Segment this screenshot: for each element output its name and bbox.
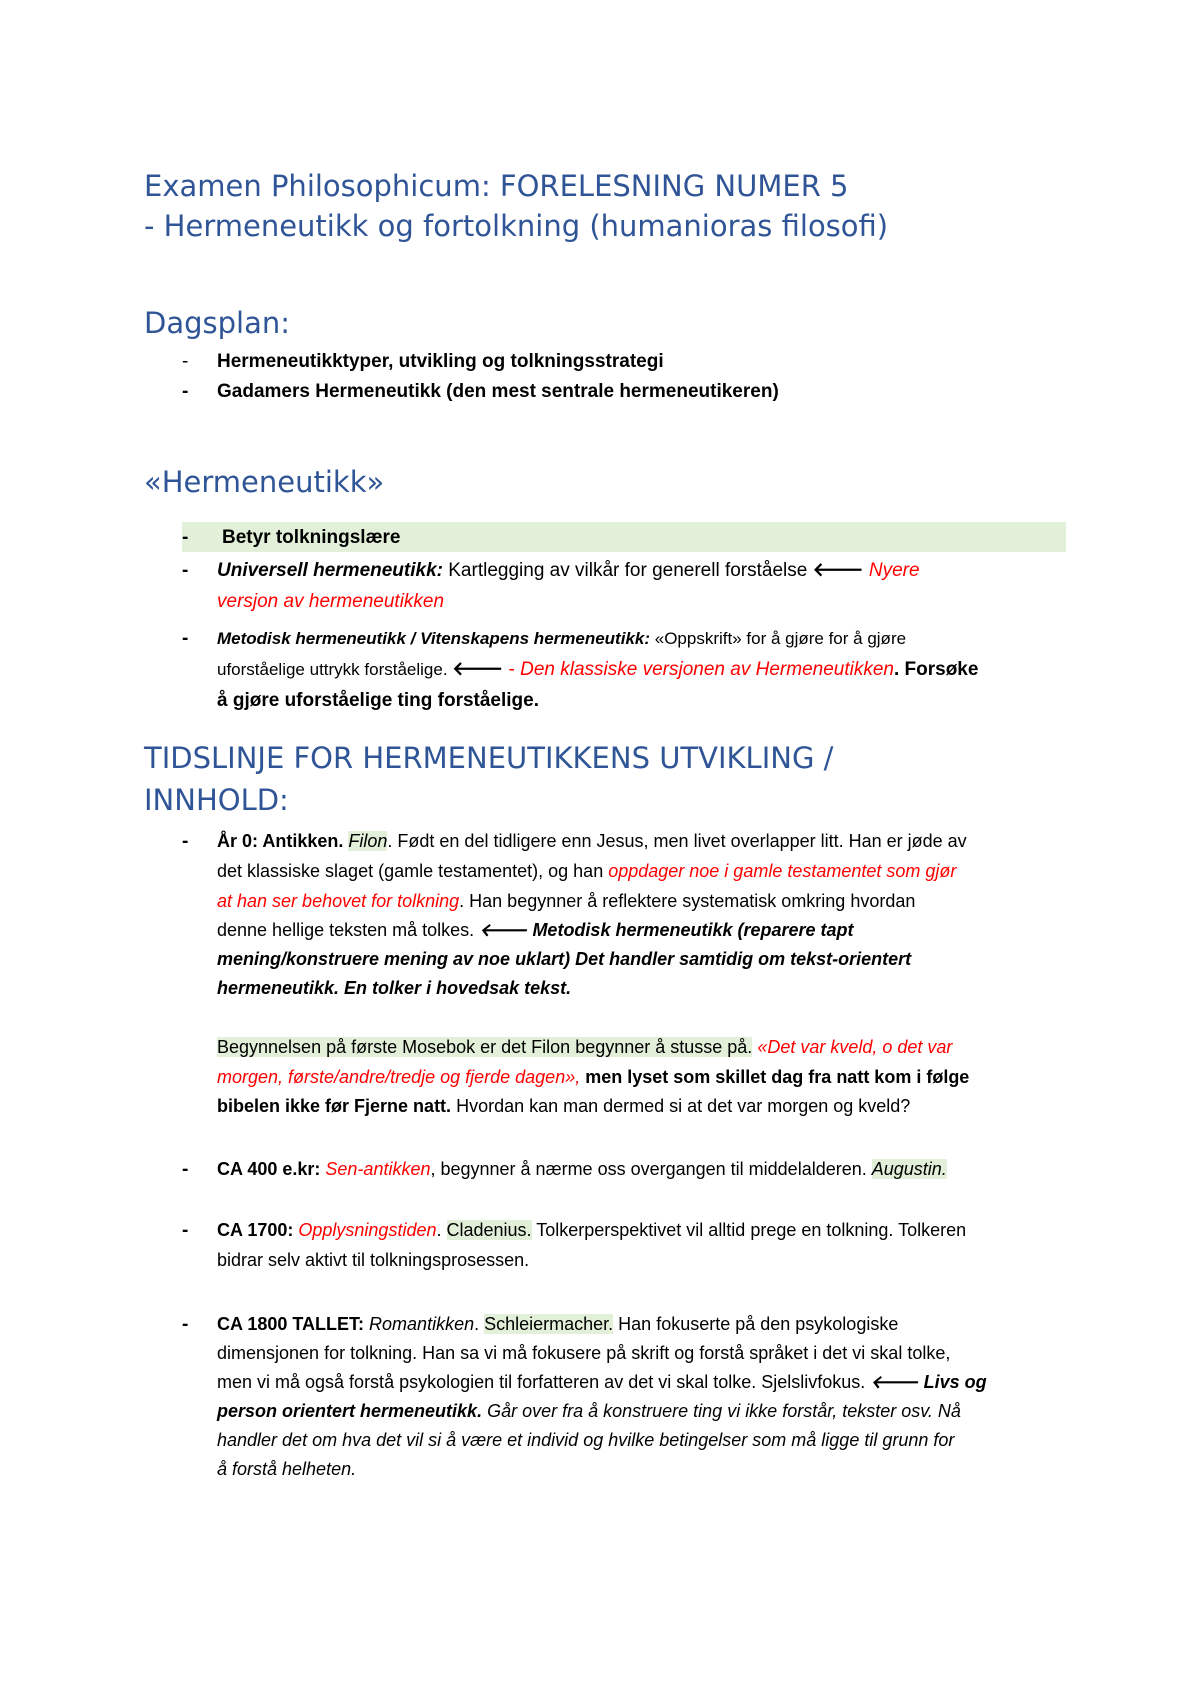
entry-text: , begynner å nærme oss overgangen til middelalderen.: [430, 1159, 872, 1179]
bullet-dash: -: [182, 628, 189, 649]
person-name: Schleiermacher.: [484, 1314, 614, 1334]
timeline-heading: [144, 737, 833, 821]
entry-text: Han fokuserte på den psykologiske: [613, 1314, 899, 1334]
entry-text: .: [474, 1314, 485, 1334]
arrow-left-icon: 🡐: [812, 560, 864, 581]
timeline-entry-sen-antikken: [217, 1155, 947, 1184]
item-text: «Oppskrift» for å gjøre for å gjøre: [650, 629, 907, 648]
red-quote: «Det var kveld, o det var: [752, 1037, 953, 1057]
entry-label: CA 1800 TALLET:: [217, 1314, 365, 1334]
bullet-dash: -: [182, 1159, 189, 1180]
methodical-hermeneutics-line-2: [217, 655, 978, 684]
entry-label: CA 1700:: [217, 1220, 294, 1240]
bullet-dash: -: [182, 381, 189, 402]
entry-text: men vi må også forstå psykologien til forfatteren av det vi skal tolke. Sjelslivfokus.: [217, 1372, 871, 1392]
arrow-left-icon: 🡐: [452, 659, 504, 680]
bullet-dash: -: [182, 560, 189, 581]
red-note: Den klassiske versjonen av Hermeneutikken: [520, 659, 894, 680]
item-text: uforståelige uttrykk forståelige.: [217, 660, 453, 679]
entry-text: denne hellige teksten må tolkes.: [217, 920, 480, 940]
bullet-dash: -: [182, 527, 189, 548]
entry-line: [217, 1397, 961, 1426]
entry-line: [217, 1092, 910, 1121]
era-name: Romantikken: [369, 1314, 475, 1334]
item-text: . Forsøke: [893, 659, 979, 680]
entry-text: Hvordan kan man dermed si at det var morgen og kveld?: [451, 1096, 911, 1116]
person-name: Filon: [348, 831, 388, 851]
term: Metodisk hermeneutikk / Vitenskapens hermeneutikk:: [217, 629, 651, 648]
entry-text: Tolkerperspektivet vil alltid prege en tolkning. Tolkeren: [531, 1220, 967, 1240]
bold-note: 🡐 Livs og: [870, 1372, 987, 1392]
entry-text: det klassiske slaget (gamle testamentet), og han: [217, 861, 609, 881]
bullet-dash: -: [182, 1314, 189, 1335]
term: Universell hermeneutikk:: [217, 560, 443, 581]
bullet-dash: -: [182, 831, 189, 852]
bullet-dash: -: [182, 351, 189, 372]
agenda-heading: Dagsplan:: [144, 306, 291, 340]
methodical-hermeneutics-line-3: å gjøre uforståelige ting forståelige.: [217, 690, 540, 711]
entry-line: [217, 857, 956, 886]
title-line-2: - Hermeneutikk og fortolkning (humanioras filosofi): [144, 209, 889, 243]
definition-item: Betyr tolkningslære: [222, 527, 401, 548]
bold-text: bibelen ikke før Fjerne natt.: [217, 1096, 452, 1116]
entry-line: dimensjonen for tolkning. Han sa vi må fokusere på skrift og forstå språket i det vi skal tolke,: [217, 1343, 951, 1363]
red-note-continued: versjon av hermeneutikken: [217, 591, 445, 612]
era-name: Opplysningstiden: [298, 1220, 437, 1240]
agenda-item-2: Gadamers Hermeneutikk (den mest sentrale hermeneutikeren): [217, 381, 779, 402]
bold-note: 🡐 Metodisk hermeneutikk (reparere tapt: [479, 920, 854, 940]
item-text: Kartlegging av vilkår for generell forståelse: [442, 560, 813, 581]
entry-label: CA 400 e.kr:: [217, 1159, 321, 1179]
red-quote: morgen, første/andre/tredje og fjerde dagen»,: [217, 1067, 581, 1087]
red-note: Nyere: [863, 560, 920, 581]
red-note: at han ser behovet for tolkning: [217, 891, 460, 911]
hermeneutikk-heading: «Hermeneutikk»: [144, 465, 385, 499]
entry-label: År 0: Antikken.: [217, 831, 344, 851]
document-title: [144, 166, 888, 246]
entry-line: bidrar selv aktivt til tolkningsprosessen.: [217, 1250, 530, 1270]
entry-line: [217, 1368, 987, 1397]
bold-note: person orientert hermeneutikk.: [217, 1401, 483, 1421]
timeline-heading-line-1: TIDSLINJE FOR HERMENEUTIKKENS UTVIKLING /: [144, 741, 834, 775]
person-name: Cladenius.: [446, 1220, 532, 1240]
era-name: Sen-antikken: [325, 1159, 431, 1179]
methodical-hermeneutics-item: [217, 624, 906, 653]
timeline-entry-opplysningstiden: [217, 1216, 966, 1245]
entry-line: handler det om hva det vil si å være et individ og hvilke betingelser som må ligge til grunn for: [217, 1430, 955, 1450]
entry-line: [217, 887, 915, 916]
agenda-item-1: Hermeneutikktyper, utvikling og tolkningsstrategi: [217, 351, 664, 372]
bold-text: men lyset som skillet dag fra natt kom i følge: [580, 1067, 970, 1087]
dash-text: -: [503, 659, 521, 680]
entry-line: mening/konstruere mening av noe uklart) Det handler samtidig om tekst-orientert: [217, 949, 912, 969]
timeline-heading-line-2: INNHOLD:: [144, 783, 289, 817]
entry-line: å forstå helheten.: [217, 1459, 357, 1479]
highlighted-text: Begynnelsen på første Mosebok er det Filon begynner å stusse på.: [217, 1037, 753, 1057]
red-note: oppdager noe i gamle testamentet som gjør: [608, 861, 957, 881]
entry-text: .: [436, 1220, 447, 1240]
entry-text: Går over fra å konstruere ting vi ikke forstår, tekster osv. Nå: [482, 1401, 961, 1421]
entry-line: hermeneutikk. En tolker i hovedsak tekst.: [217, 978, 572, 998]
entry-text: . Han begynner å reflektere systematisk omkring hvordan: [459, 891, 916, 911]
entry-text: . Født en del tidligere enn Jesus, men livet overlapper litt. Han er jøde av: [387, 831, 967, 851]
universal-hermeneutics-item: [217, 556, 920, 585]
person-name: Augustin.: [871, 1159, 947, 1179]
title-line-1: Examen Philosophicum: FORELESNING NUMER 5: [144, 169, 849, 203]
entry-line: [217, 916, 854, 945]
timeline-entry-antikken: [217, 827, 967, 856]
timeline-entry-romantikken: [217, 1310, 898, 1339]
entry-line: [217, 1033, 952, 1062]
bullet-dash: -: [182, 1220, 189, 1241]
entry-line: [217, 1063, 969, 1092]
